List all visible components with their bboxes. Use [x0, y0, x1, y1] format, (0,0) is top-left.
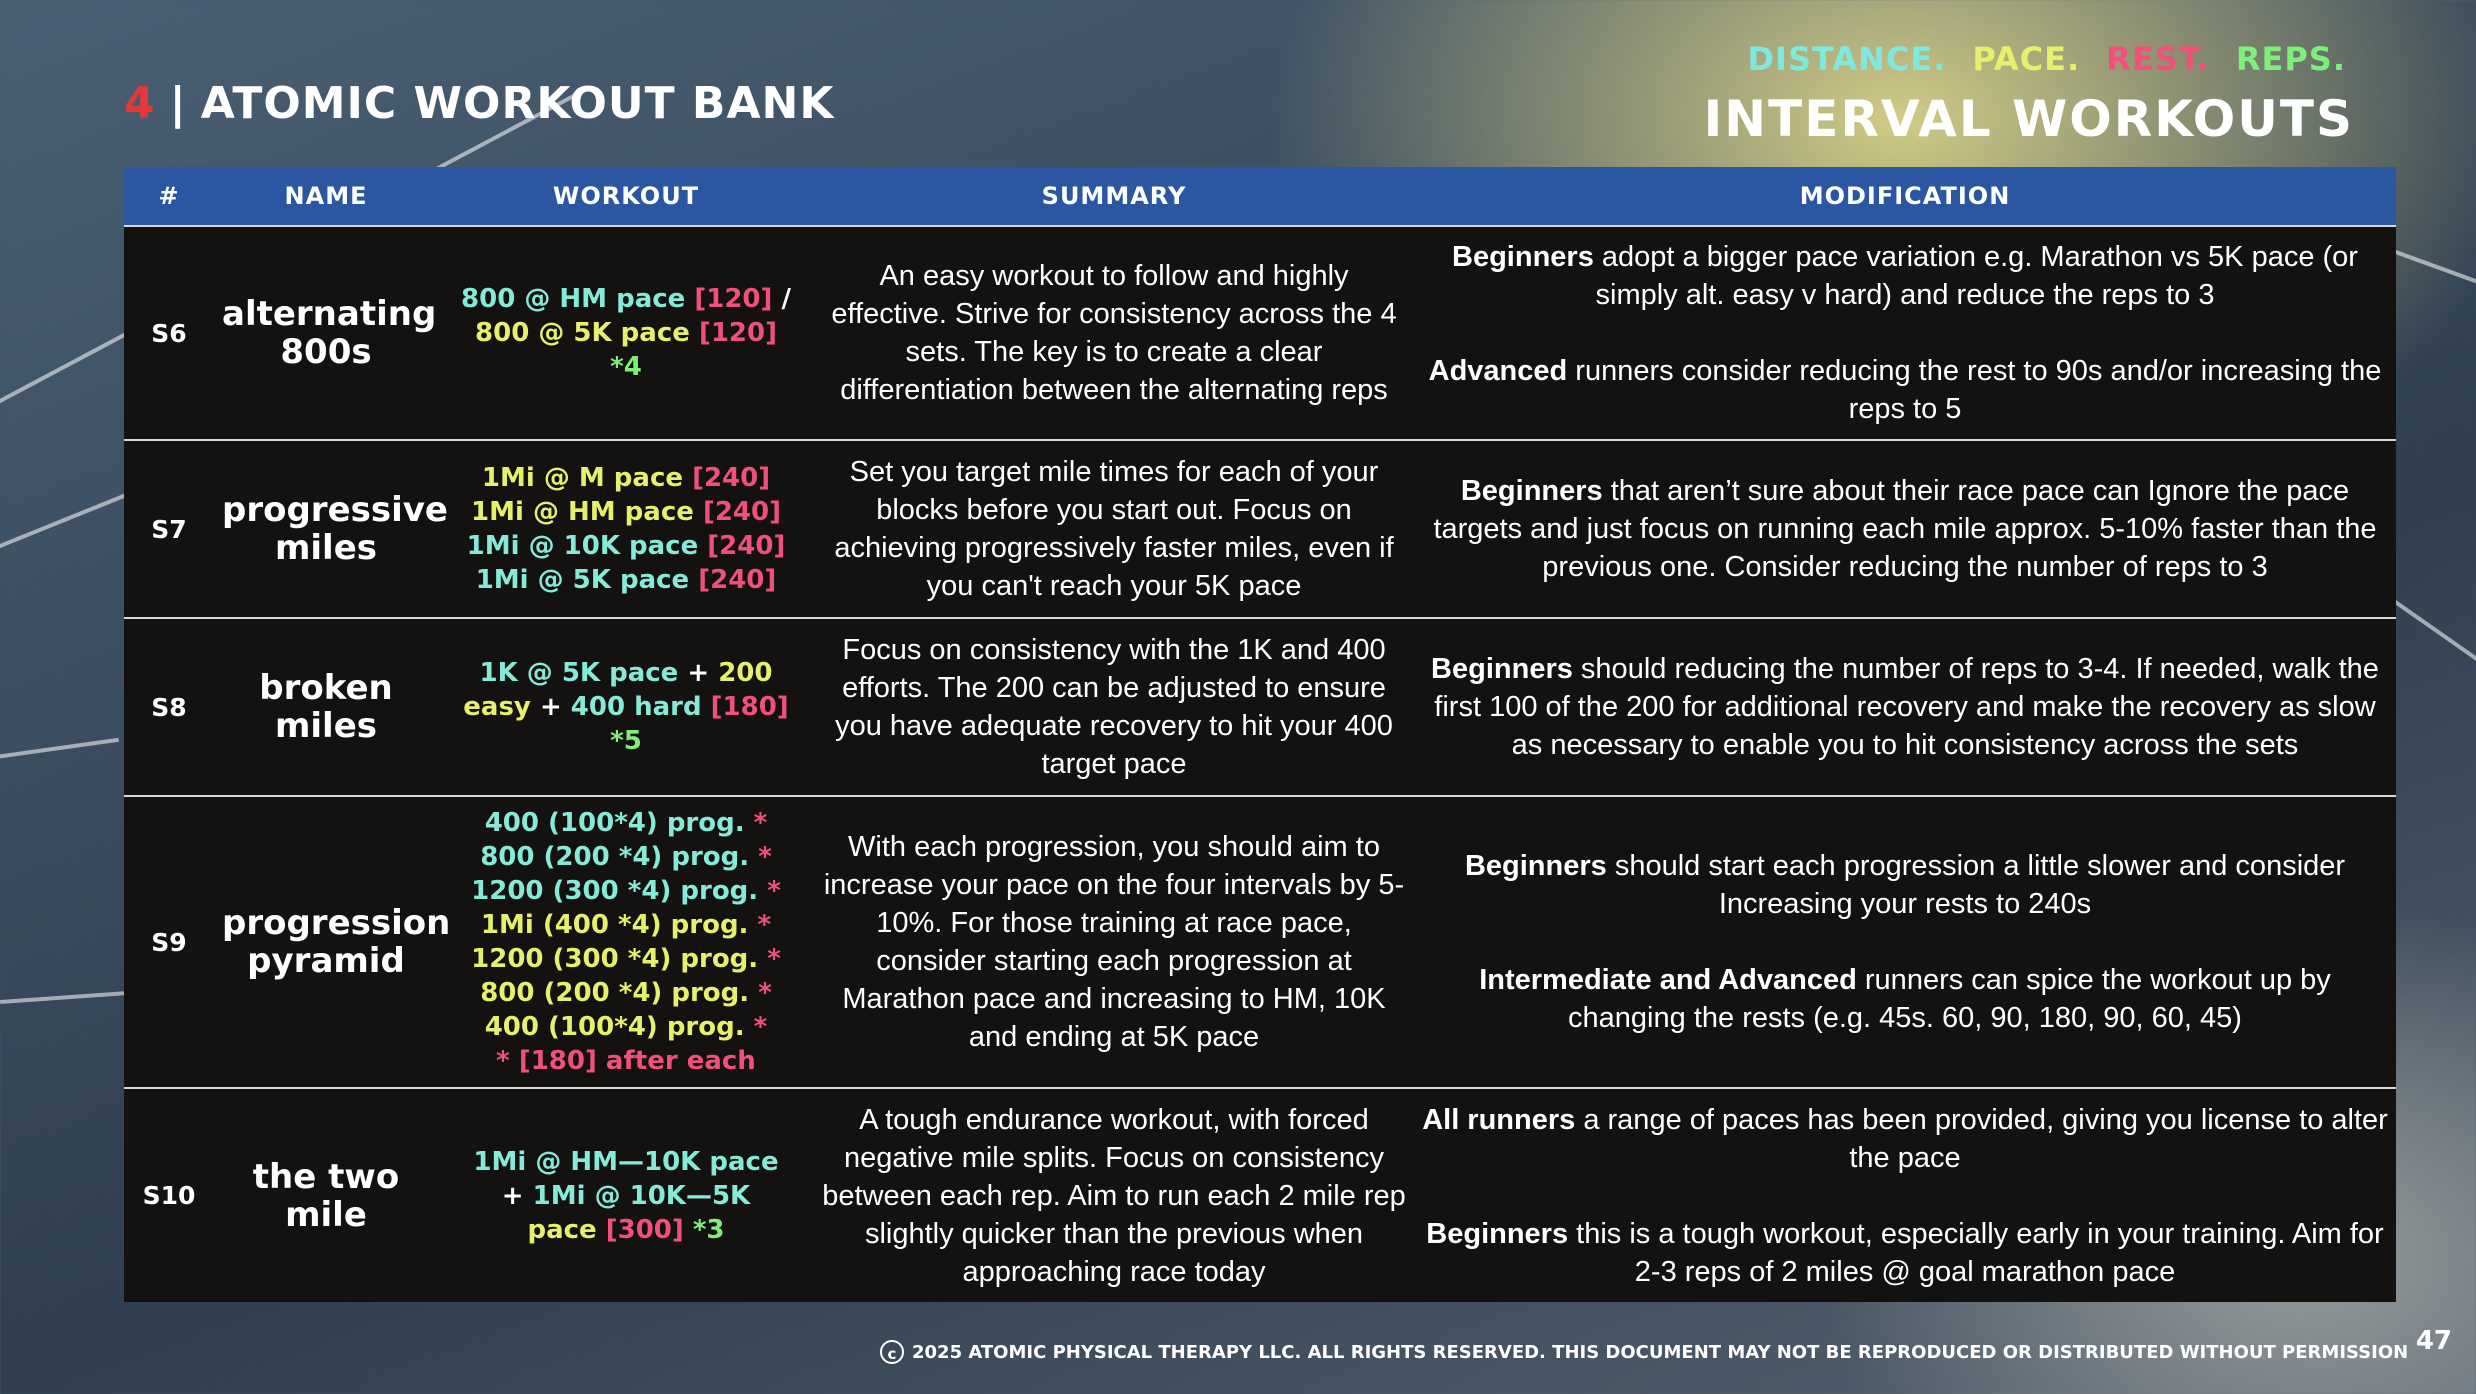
modification-paragraph	[1422, 847, 2388, 923]
table-row	[124, 1088, 2396, 1302]
section-heading	[124, 78, 834, 129]
workout-segment: * [180] after each	[496, 1046, 756, 1076]
page-title: INTERVAL WORKOUTS	[1703, 90, 2354, 148]
workout-modification	[1414, 440, 2396, 618]
workout-name: broken miles	[214, 618, 438, 796]
modification-audience: Beginners	[1431, 653, 1573, 685]
workout-name: progression pyramid	[214, 796, 438, 1088]
column-header-summary: SUMMARY	[814, 167, 1414, 226]
workout-segment: *4	[610, 352, 642, 382]
copyright-text: 2025 ATOMIC PHYSICAL THERAPY LLC. ALL RIGHTS RESERVED. THIS DOCUMENT MAY NOT BE REPRODUCED OR DISTRIBUTED WITHOUT PERMISSION	[912, 1341, 2409, 1363]
workout-line	[446, 495, 806, 529]
workout-line	[446, 976, 806, 1010]
workout-line	[446, 282, 806, 316]
workout-line	[446, 690, 806, 724]
workout-line	[446, 874, 806, 908]
workout-segment: [120]	[698, 318, 777, 348]
workout-segment: [240]	[698, 565, 777, 595]
workout-line	[446, 1213, 806, 1247]
workout-line	[446, 656, 806, 690]
workout-segment: +	[539, 692, 571, 722]
workout-summary: Set you target mile times for each of your blocks before you start out. Focus on achieving progressively faster miles, even if you can't reach your 5K pace	[814, 440, 1414, 618]
page-number: 47	[2415, 1326, 2452, 1356]
tagline	[1747, 40, 2346, 78]
tagline-reps: REPS.	[2235, 40, 2346, 78]
workout-summary: A tough endurance workout, with forced negative mile splits. Focus on consistency between each rep. Aim to run each 2 mile rep slightly quicker than the previous when approaching race today	[814, 1088, 1414, 1302]
workout-segment: [240]	[692, 463, 771, 493]
workout-segment: 1Mi @ M pace	[481, 463, 693, 493]
workout-segment: easy	[463, 692, 540, 722]
modification-audience: Beginners	[1426, 1217, 1569, 1250]
modification-audience: Beginners	[1452, 241, 1594, 273]
column-header-number: #	[124, 167, 214, 226]
workout-segment: 1200 (300 *4) prog.	[471, 944, 768, 974]
workout-spec	[438, 796, 814, 1088]
tagline-rest: REST.	[2106, 40, 2210, 78]
workout-segment: 1Mi @ 10K—5K	[532, 1180, 751, 1211]
workout-modification	[1414, 1088, 2396, 1302]
workout-modification	[1414, 796, 2396, 1088]
workout-spec	[438, 618, 814, 796]
workout-segment: +	[687, 658, 719, 688]
lane-line	[0, 738, 119, 764]
workout-segment: 800 (200 *4) prog.	[480, 842, 759, 872]
modification-paragraph	[1422, 472, 2388, 586]
table-body	[124, 226, 2396, 1302]
workout-segment: 1Mi (400 *4) prog.	[480, 910, 758, 940]
modification-audience: Beginners	[1460, 475, 1603, 507]
workout-segment: *	[757, 910, 772, 940]
modification-text: should start each progression a little slower and consider Increasing your rests to 240s	[1606, 850, 2346, 920]
lane-line	[2394, 600, 2476, 672]
modification-text: runners can spice the workout up by changing the rests (e.g. 45s. 60, 90, 180, 90, 60, 45)	[1568, 964, 2331, 1034]
workout-line	[446, 1044, 806, 1078]
workout-id: S7	[124, 440, 214, 618]
column-header-workout: WORKOUT	[438, 167, 814, 226]
modification-text: a range of paces has been provided, giving you license to alter the pace	[1575, 1103, 2388, 1174]
modification-text: this is a tough workout, especially early in your training. Aim for 2-3 reps of 2 miles @ goal marathon pace	[1568, 1217, 2384, 1288]
tagline-pace: PACE.	[1972, 40, 2081, 78]
table-header-row	[124, 167, 2396, 226]
workout-segment: 400 (100*4) prog.	[484, 1012, 754, 1042]
workout-segment: pace	[527, 1214, 606, 1245]
modification-text: that aren’t sure about their race pace can Ignore the pace targets and just focus on running each mile approx. 5-10% faster than the previous one. Consider reducing the number of reps to 3	[1433, 475, 2377, 583]
workout-table	[124, 167, 2396, 1302]
workout-summary: An easy workout to follow and highly effective. Strive for consistency across the 4 sets. The key is to create a clear differentiation between the alternating reps	[814, 226, 1414, 440]
workout-segment: *	[758, 978, 772, 1008]
workout-line	[446, 316, 806, 350]
modification-text: adopt a bigger pace variation e.g. Marathon vs 5K pace (or simply alt. easy v hard) and reduce the reps to 3	[1593, 241, 2358, 311]
workout-summary: Focus on consistency with the 1K and 400 efforts. The 200 can be adjusted to ensure you have adequate recovery to hit your 400 target pace	[814, 618, 1414, 796]
workout-line	[446, 1179, 806, 1213]
workout-line	[446, 840, 806, 874]
workout-segment: 1Mi @ HM pace	[471, 497, 703, 527]
table-row	[124, 226, 2396, 440]
table-row	[124, 440, 2396, 618]
workout-segment: *	[767, 944, 781, 974]
workout-segment: 1Mi @ 5K pace	[475, 565, 699, 595]
workout-segment: +	[501, 1180, 533, 1211]
modification-paragraph	[1422, 961, 2388, 1037]
modification-paragraph	[1422, 352, 2388, 428]
copyright-footer	[880, 1340, 2408, 1364]
workout-line	[446, 529, 806, 563]
lane-line	[2395, 250, 2476, 295]
workout-segment: [120]	[694, 284, 773, 314]
modification-text: should reducing the number of reps to 3-4. If needed, walk the first 100 of the 200 for additional recovery and make the recovery as slow as necessary to enable you to hit consistency across the sets	[1434, 653, 2379, 761]
workout-modification	[1414, 618, 2396, 796]
workout-name: alternating 800s	[214, 226, 438, 440]
workout-segment: 400 hard	[570, 692, 711, 722]
workout-segment: *5	[610, 726, 642, 756]
workout-line	[446, 908, 806, 942]
tagline-distance: DISTANCE.	[1747, 40, 1947, 78]
workout-id: S9	[124, 796, 214, 1088]
workout-id: S6	[124, 226, 214, 440]
workout-segment: 800 @ 5K pace	[475, 318, 699, 348]
section-separator: |	[169, 78, 187, 129]
workout-segment: 800 @ HM pace	[461, 284, 695, 314]
table-row	[124, 796, 2396, 1088]
column-header-modification: MODIFICATION	[1414, 167, 2396, 226]
lane-line	[0, 990, 140, 1004]
workout-spec	[438, 1088, 814, 1302]
workout-line	[446, 942, 806, 976]
workout-id: S10	[124, 1088, 214, 1302]
section-number: 4	[124, 78, 156, 129]
workout-segment: *	[753, 1012, 768, 1042]
workout-segment: 1200 (300 *4) prog.	[471, 876, 768, 906]
workout-line	[446, 1010, 806, 1044]
section-title: ATOMIC WORKOUT BANK	[200, 78, 835, 129]
workout-line	[446, 1145, 806, 1179]
column-header-name: NAME	[214, 167, 438, 226]
workout-segment: [240]	[702, 497, 781, 527]
modification-paragraph	[1422, 238, 2388, 314]
workout-modification	[1414, 226, 2396, 440]
modification-audience: Intermediate and Advanced	[1479, 964, 1857, 996]
modification-audience: Advanced	[1428, 355, 1568, 387]
workout-spec	[438, 226, 814, 440]
workout-summary: With each progression, you should aim to increase your pace on the four intervals by 5-10%. For those training at race pace, consider starting each progression at Marathon pace and increasing to HM, 10K and ending at 5K pace	[814, 796, 1414, 1088]
workout-segment: 1Mi @ 10K pace	[466, 531, 708, 561]
workout-segment: [240]	[707, 531, 786, 561]
workout-line	[446, 461, 806, 495]
modification-audience: Beginners	[1464, 850, 1607, 882]
workout-line	[446, 350, 806, 384]
table-row	[124, 618, 2396, 796]
workout-line	[446, 563, 806, 597]
workout-line	[446, 724, 806, 758]
modification-audience: All runners	[1422, 1103, 1576, 1136]
modification-paragraph	[1422, 1215, 2388, 1291]
workout-segment: [300]	[605, 1214, 693, 1245]
workout-segment: *	[753, 808, 768, 838]
workout-id: S8	[124, 618, 214, 796]
workout-segment: *	[767, 876, 781, 906]
workout-segment: 1Mi @ HM—10K pace	[473, 1146, 779, 1177]
workout-segment: [180]	[710, 692, 789, 722]
workout-name: the two mile	[214, 1088, 438, 1302]
modification-text: runners consider reducing the rest to 90s and/or increasing the reps to 5	[1567, 355, 2382, 425]
copyright-icon: c	[880, 1340, 904, 1364]
modification-paragraph	[1422, 1101, 2388, 1177]
workout-segment: 200	[718, 658, 773, 688]
workout-segment: 1K @ 5K pace	[479, 658, 688, 688]
workout-segment: /	[772, 284, 791, 314]
workout-segment: *	[758, 842, 772, 872]
workout-name: progressive miles	[214, 440, 438, 618]
modification-paragraph	[1422, 650, 2388, 764]
workout-segment: 800 (200 *4) prog.	[480, 978, 759, 1008]
workout-line	[446, 806, 806, 840]
workout-segment: 400 (100*4) prog.	[484, 808, 754, 838]
workout-spec	[438, 440, 814, 618]
workout-segment: *3	[692, 1214, 725, 1245]
